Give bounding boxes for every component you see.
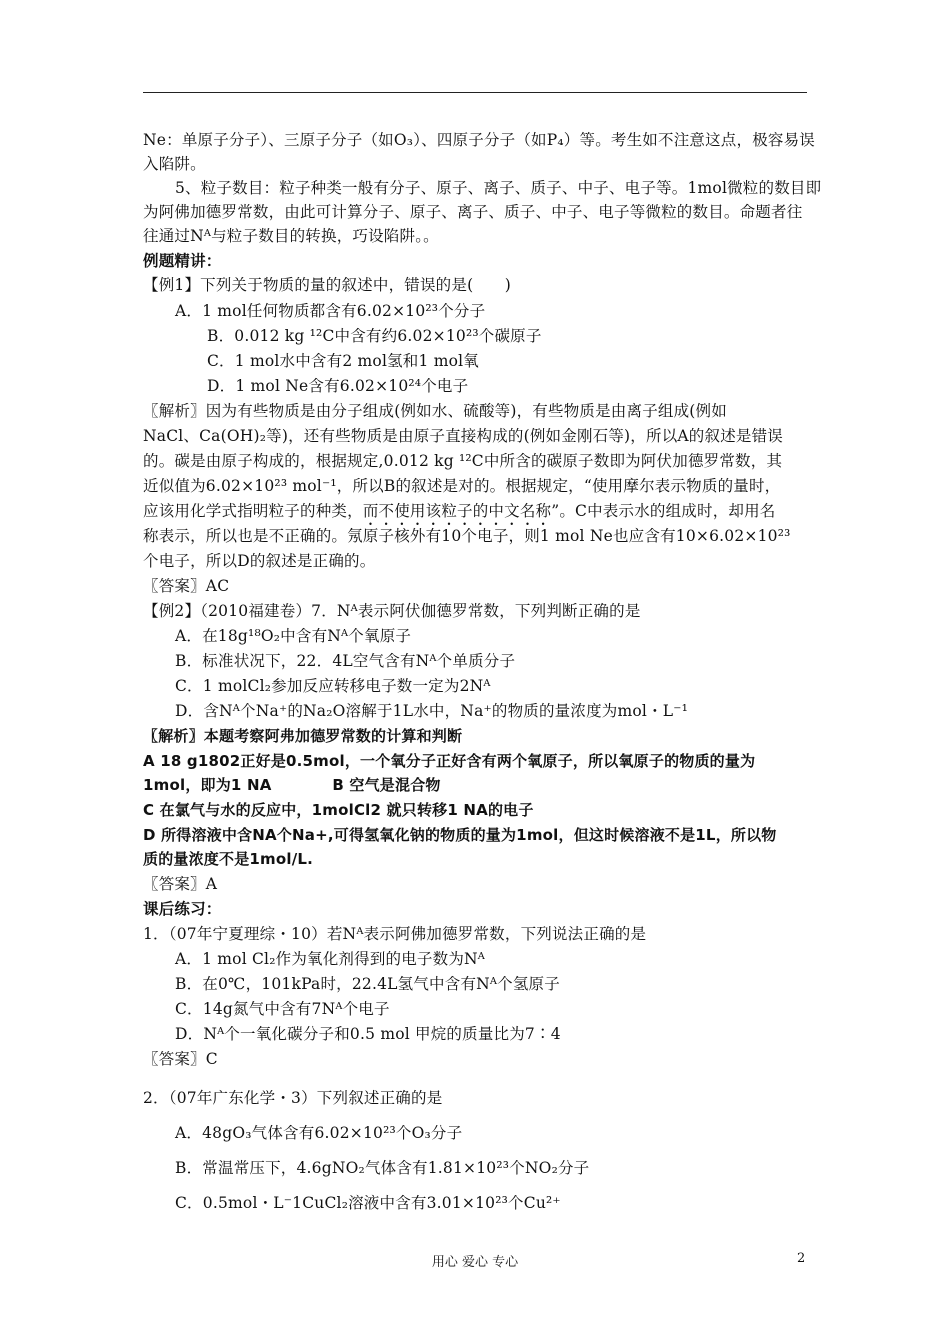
text-line: 为阿佛加德罗常数，由此可计算分子、原子、离子、质子、中子、电子等微粒的数目。命题者往 xyxy=(143,203,803,221)
text-line: 往通过Nᴬ与粒子数目的转换，巧设陷阱。。 xyxy=(143,227,439,245)
analysis-heading: 〖解析〗本题考察阿弗加德罗常数的计算和判断 xyxy=(143,727,463,745)
answer-line: 〖答案〗C xyxy=(143,1050,218,1068)
option-c: C．0.5mol・L⁻1CuCl₂溶液中含有3.01×10²³个Cu²⁺ xyxy=(175,1194,561,1212)
option-b: B．标准状况下，22．4L空气含有Nᴬ个单质分子 xyxy=(175,652,516,670)
header-rule xyxy=(143,92,807,93)
option-a: A．48gO₃气体含有6.02×10²³个O₃分子 xyxy=(175,1124,463,1142)
example-2-question: 【例2】（2010福建卷）7．Nᴬ表示阿伏伽德罗常数，下列判断正确的是 xyxy=(143,602,641,620)
analysis-line: 的。碳是由原子构成的，根据规定,0.012 kg ¹²C中所含的碳原子数即为阿伏加德罗常数，其 xyxy=(143,452,783,470)
option-a: A．1 mol Cl₂作为氧化剂得到的电子数为Nᴬ xyxy=(175,950,486,968)
option-c: C．1 mol水中含有2 mol氢和1 mol氧 xyxy=(207,352,479,370)
analysis-line: 称表示，所以也是不正确的。氖原子核外有10个电子，则1 mol Ne也应含有10×6.02×10²³ xyxy=(143,527,791,545)
answer-line: 〖答案〗A xyxy=(143,875,218,893)
analysis-text: 应该用化学式指明粒子的种类， xyxy=(143,502,363,520)
option-a: A．在18g¹⁸O₂中含有Nᴬ个氧原子 xyxy=(175,627,412,645)
page-footer: 用心 爱心 专心 xyxy=(431,1255,519,1270)
answer-line: 〖答案〗AC xyxy=(143,577,230,595)
option-d: D．Nᴬ个一氧化碳分子和0.5 mol 甲烷的质量比为7∶4 xyxy=(175,1025,561,1043)
example-1-question: 【例1】下列关于物质的量的叙述中，错误的是( ) xyxy=(143,276,511,294)
text-line: 入陷阱。 xyxy=(143,155,206,173)
analysis-line: 近似值为6.02×10²³ mol⁻¹，所以B的叙述是对的。根据规定，“使用摩尔表示物质的量时， xyxy=(143,477,781,495)
text-line: Ne：单原子分子）、三原子分子（如O₃）、四原子分子（如P₄）等。考生如不注意这点，极容易误 xyxy=(143,131,816,149)
analysis-line: 〖解析〗因为有些物质是由分子组成(例如水、硫酸等)，有些物质是由离子组成(例如 xyxy=(143,402,727,420)
option-b: B．常温常压下，4.6gNO₂气体含有1.81×10²³个NO₂分子 xyxy=(175,1159,590,1177)
analysis-line: 1mol，即为1 NA B 空气是混合物 xyxy=(143,776,441,794)
analysis-line: C 在氯气与水的反应中，1molCl2 就只转移1 NA的电子 xyxy=(143,801,534,819)
analysis-text: ”。C中表示水的组成时，却用名 xyxy=(551,502,776,520)
section-heading: 例题精讲： xyxy=(143,252,222,270)
option-b: B．在0℃，101kPa时，22.4L氢气中含有Nᴬ个氢原子 xyxy=(175,975,560,993)
analysis-line: D 所得溶液中含NA个Na+,可得氢氧化钠的物质的量为1mol，但这时候溶液不是1L，所以物 xyxy=(143,826,777,844)
option-d: D．1 mol Ne含有6.02×10²⁴个电子 xyxy=(207,377,469,395)
option-b: B．0.012 kg ¹²C中含有约6.02×10²³个碳原子 xyxy=(207,327,542,345)
section-heading: 课后练习： xyxy=(143,900,222,918)
analysis-line: 个电子，所以D的叙述是正确的。 xyxy=(143,552,376,570)
option-c: C．1 molCl₂参加反应转移电子数一定为2Nᴬ xyxy=(175,677,491,695)
option-d: D．含Nᴬ个Na⁺的Na₂O溶解于1L水中，Na⁺的物质的量浓度为mol・L⁻¹ xyxy=(175,702,689,720)
analysis-line xyxy=(143,502,776,529)
page-number: 2 xyxy=(797,1251,806,1266)
analysis-line: 质的量浓度不是1mol/L. xyxy=(143,850,314,868)
emphasized-text: 而不使用该粒子的中文名称 xyxy=(362,502,552,520)
exercise-1-question: 1．（07年宁夏理综・10）若Nᴬ表示阿佛加德罗常数，下列说法正确的是 xyxy=(143,925,647,943)
text-line: 5、粒子数目：粒子种类一般有分子、原子、离子、质子、中子、电子等。1mol微粒的数目即 xyxy=(175,179,822,197)
exercise-2-question: 2．（07年广东化学・3）下列叙述正确的是 xyxy=(143,1089,443,1107)
option-a: A．1 mol任何物质都含有6.02×10²³个分子 xyxy=(175,302,486,320)
analysis-line: A 18 g1802正好是0.5mol，一个氧分子正好含有两个氧原子，所以氧原子的物质的量为 xyxy=(143,752,756,770)
analysis-line: NaCl、Ca(OH)₂等)，还有些物质是由原子直接构成的(例如金刚石等)，所以A的叙述是错误 xyxy=(143,427,783,445)
option-c: C．14g氮气中含有7Nᴬ个电子 xyxy=(175,1000,390,1018)
